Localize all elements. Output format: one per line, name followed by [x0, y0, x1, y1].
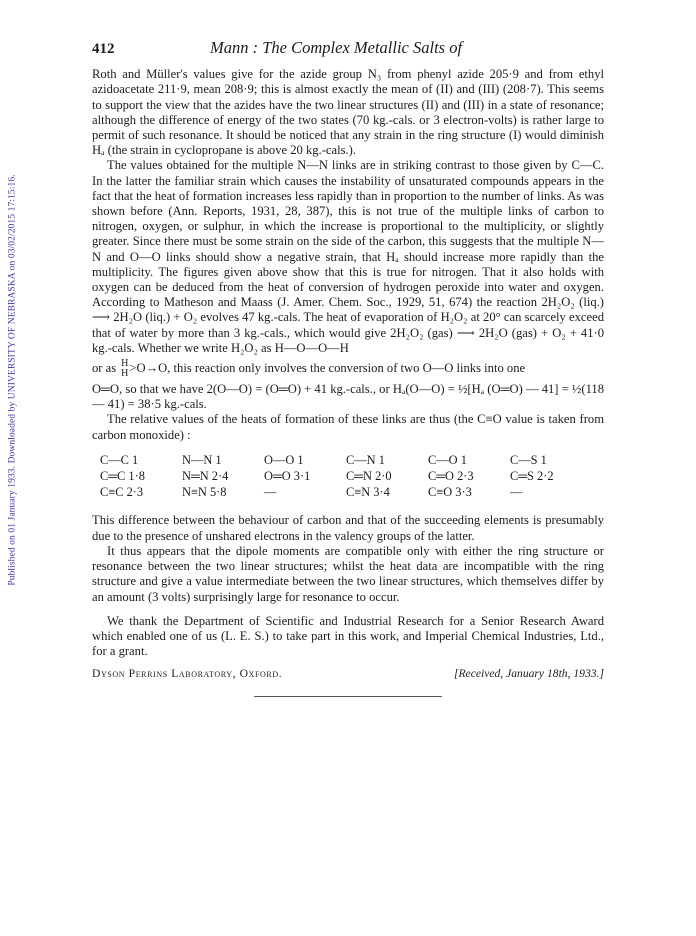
table-cell: C═C 1·8	[100, 469, 145, 484]
table-cell: C—N 1	[346, 452, 385, 467]
received-date: [Received, January 18th, 1933.]	[453, 667, 604, 681]
table-cell: N—N 1	[182, 452, 222, 467]
table-cell: C—C 1	[100, 452, 139, 467]
table-cell: C═S 2·2	[510, 469, 554, 484]
table-cell: C≡C 2·3	[100, 485, 144, 500]
paragraph-multiple-links-end: O═O, so that we have 2(O—O) = (O═O) + 41 kg.-cals., or Hₐ(O—O) = ½[Hₐ (O═O) — 41] = ½(118 — 41) = 38·5 kg.-cals.	[92, 382, 604, 412]
table-cell: C—O 1	[428, 452, 467, 467]
article-footer	[92, 666, 604, 681]
running-header	[92, 40, 604, 57]
paragraph-azide: Roth and Müller's values give for the azide group N₃ from phenyl azide 205·9 and from ethyl azidoacetate 211·9, mean 208·9; this is almost exactly the mean of (II) and (III) (208·7). This seems to support the view that the azides have the two linear structures (II) and (III) in a state of resonance; although the difference of energy of the two states (70 kg.-cals. or 3 electron-volts) is rather large to permit of such resonance. It should be noticed that any strain in the ring structure (I) would diminish Hₐ (the strain in cyclopropane is above 20 kg.-cals.).	[92, 67, 604, 158]
laboratory-address: Dyson Perrins Laboratory, Oxford.	[92, 667, 283, 681]
bond-values-table	[100, 453, 592, 502]
formula-hydrogens	[121, 359, 128, 379]
table-cell: N≡N 5·8	[182, 485, 227, 500]
page-number: 412	[92, 41, 115, 57]
paragraph-conclusion: It thus appears that the dipole moments are compatible only with either the ring structure or resonance between the two linear structures; whilst the heat data are incompatible with the ring structure and give a value intermediate between the two linear structures, which themselves differ by an amount (3 volts) surprisingly large for resonance to occur.	[92, 543, 604, 604]
article-page	[92, 40, 604, 697]
table-row	[100, 469, 592, 485]
table-cell: —	[510, 485, 523, 500]
table-cell: C═O 2·3	[428, 469, 474, 484]
paragraph-relative-values: The relative values of the heats of formation of these links are thus (the C≡O value is taken from carbon monoxide) :	[92, 412, 604, 442]
end-rule	[254, 696, 442, 697]
table-row	[100, 485, 592, 501]
table-cell: —	[264, 485, 277, 500]
table-row	[100, 453, 592, 469]
watermark-text: Published on 01 January 1933. Downloaded by UNIVERSITY OF NEBRASKA on 03/02/2015 17:15:16.	[8, 174, 18, 586]
table-cell: O═O 3·1	[264, 469, 311, 484]
table-cell: O—O 1	[264, 452, 304, 467]
formula-rest: >O→O, this reaction only involves the conversion of two O—O links into one	[129, 361, 526, 376]
running-title: Mann : The Complex Metallic Salts of	[210, 38, 463, 57]
table-cell: N═N 2·4	[182, 469, 229, 484]
table-cell: C≡O 3·3	[428, 485, 472, 500]
paragraph-acknowledgements: We thank the Department of Scientific and Industrial Research for a Senior Research Award which enabled one of us (L. E. S.) to take part in this work, and Imperial Chemical Industries, Ltd., for a grant.	[92, 613, 604, 659]
table-cell: C≡N 3·4	[346, 485, 390, 500]
peroxide-formula-line	[92, 359, 604, 379]
formula-prefix: or as	[92, 361, 117, 376]
download-watermark	[2, 100, 24, 660]
table-cell: C—S 1	[510, 452, 547, 467]
formula-h-top: H	[121, 358, 129, 370]
paragraph-multiple-links: The values obtained for the multiple N—N links are in striking contrast to those given by C—C. In the latter the familiar strain which causes the instability of unsaturated compounds appears in the fact that the heat of formation increases less rapidly than in proportion to the number of links. As was shown before (Ann. Reports, 1931, 28, 387), this is not true of the multiple links of carbon to nitrogen, oxygen, or sulphur, in which the increase is proportional to the multiplicity, or slightly greater. Since there must be some strain on the side of the carbon, this suggests that the multiple N—N and O—O links should show a negative strain, that Hₐ should increase more rapidly than the multiplicity. The figures given above show that this is true for nitrogen. That it also holds with oxygen can be deduced from the heat of conversion of hydrogen peroxide into water and oxygen. According to Matheson and Maass (J. Amer. Chem. Soc., 1929, 51, 674) the reaction 2H₂O₂ (liq.) ⟶ 2H₂O (liq.) + O₂ evolves 47 kg.-cals. The heat of evaporation of H₂O₂ at 20° can scarcely exceed that of water by more than 3 kg.-cals., which would give 2H₂O₂ (gas) ⟶ 2H₂O (gas) + O₂ + 41·0 kg.-cals. Whether we write H₂O₂ as H—O—O—H	[92, 158, 604, 355]
table-cell: C═N 2·0	[346, 469, 392, 484]
formula-h-bottom: H	[121, 368, 129, 380]
paragraph-difference: This difference between the behaviour of carbon and that of the succeeding elements is presumably due to the presence of unshared electrons in the valency groups of the latter.	[92, 513, 604, 543]
